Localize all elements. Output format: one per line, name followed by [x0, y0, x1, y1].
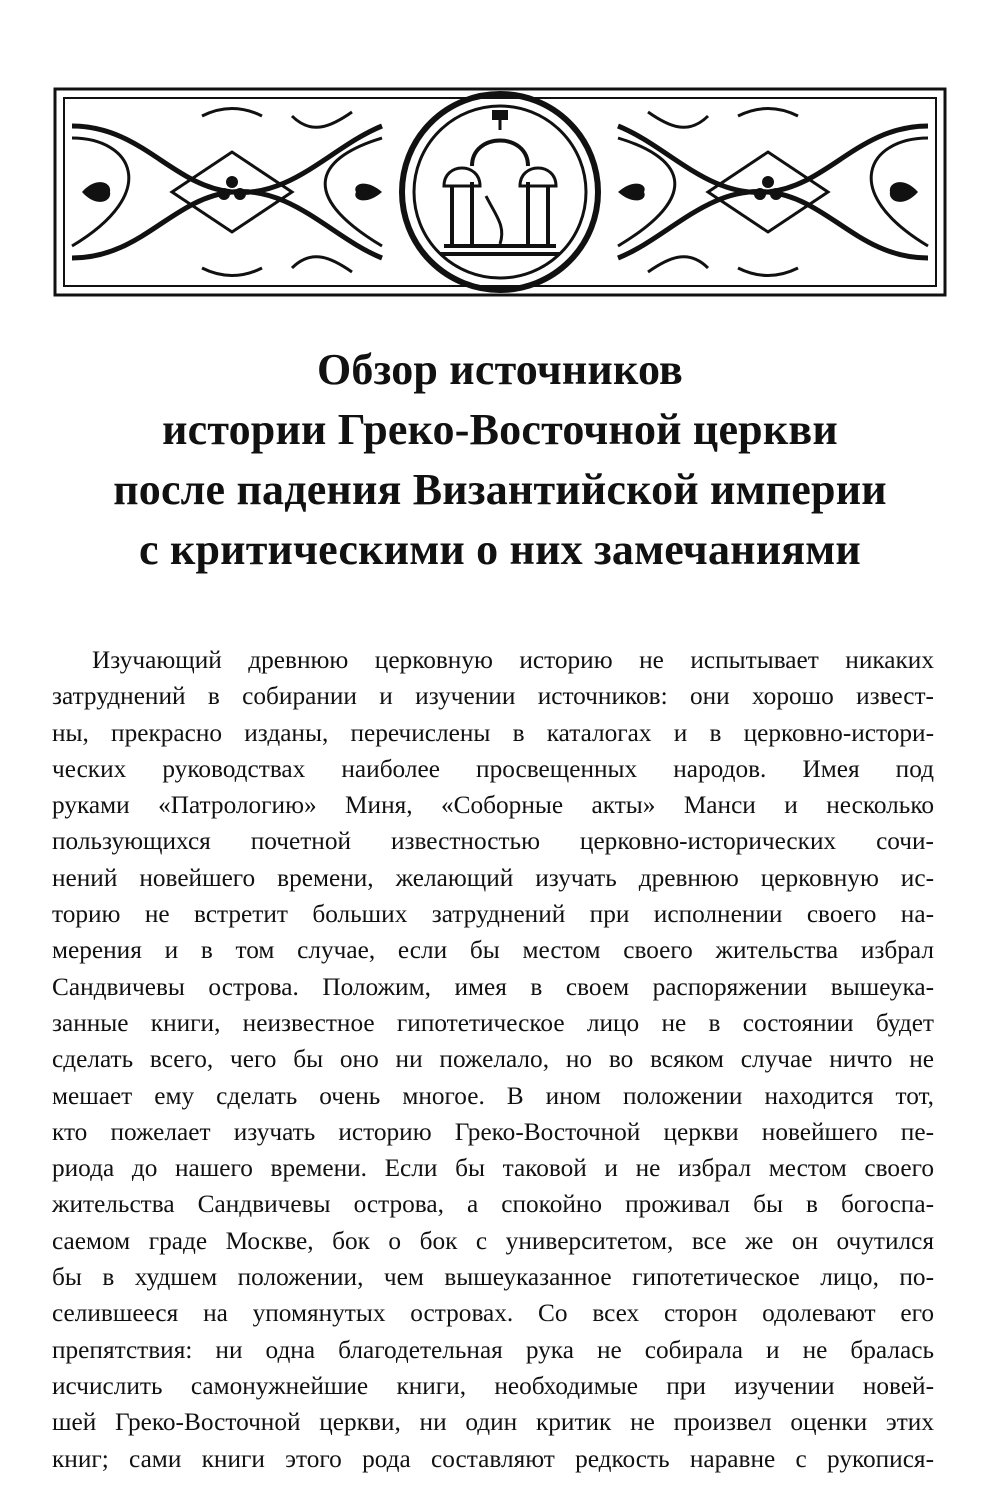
- text-line: Изучающий древнюю церковную историю не испытывает никаких: [92, 646, 934, 674]
- title-line: истории Греко-Восточной церкви: [162, 405, 838, 454]
- text-line: саемом граде Москве, бок о бок с университетом, все же он очутился: [52, 1226, 934, 1255]
- text-line: препятствия: ни одна благодетельная рука не собирала и не бралась: [52, 1335, 934, 1364]
- text-line: бы в худшем положении, чем вышеуказанное гипотетическое лицо, по-: [52, 1263, 934, 1292]
- byzantine-ornament-icon: [52, 86, 948, 298]
- text-line: руками «Патрологию» Миня, «Соборные акты» Манси и несколько: [52, 791, 934, 820]
- text-line: торию не встретит больших затруднений при исполнении своего на-: [52, 900, 934, 929]
- text-line: риода до нашего времени. Если бы таковой и не избрал местом своего: [52, 1154, 934, 1183]
- text-line: мешает ему сделать очень многое. В ином положении находится тот,: [52, 1081, 934, 1110]
- text-line: Сандвичевы острова. Положим, имея в своем распоряжении вышеука-: [52, 972, 934, 1001]
- chapter-title: [60, 340, 940, 580]
- title-line: после падения Византийской империи: [113, 465, 887, 514]
- text-line: занные книги, неизвестное гипотетическое лицо не в состоянии будет: [52, 1008, 934, 1037]
- title-line: Обзор источников: [316, 345, 684, 394]
- text-line: нений новейшего времени, желающий изучать древнюю церковную ис-: [52, 863, 934, 892]
- text-line: пользующихся почетной известностью церковно-исторических сочи-: [52, 827, 934, 856]
- body-paragraph: [52, 642, 934, 1477]
- ornament-headpiece: [52, 86, 948, 298]
- text-line: ны, прекрасно изданы, перечислены в каталогах и в церковно-истори-: [52, 718, 934, 747]
- title-line: с критическими о них замечаниями: [139, 525, 861, 574]
- text-line: жительства Сандвичевы острова, а спокойно проживал бы в богоспа-: [52, 1190, 934, 1219]
- text-line: затруднений в собирании и изучении источников: они хорошо извест-: [52, 682, 934, 711]
- text-line: сделать всего, чего бы оно ни пожелало, но во всяком случае ничто не: [52, 1045, 934, 1074]
- text-line: шей Греко-Восточной церкви, ни один критик не произвел оценки этих: [52, 1408, 934, 1437]
- text-line: книг; сами книги этого рода составляют редкость наравне с рукопися-: [52, 1444, 934, 1473]
- text-line: селившееся на упомянутых островах. Со всех сторон одолевают его: [52, 1299, 934, 1328]
- text-line: исчислить самонужнейшие книги, необходимые при изучении новей-: [52, 1371, 934, 1400]
- text-line: мерения и в том случае, если бы местом своего жительства избрал: [52, 936, 934, 965]
- text-line: ческих руководствах наиболее просвещенных народов. Имея под: [52, 754, 934, 783]
- text-line: кто пожелает изучать историю Греко-Восточной церкви новейшего пе-: [52, 1117, 934, 1146]
